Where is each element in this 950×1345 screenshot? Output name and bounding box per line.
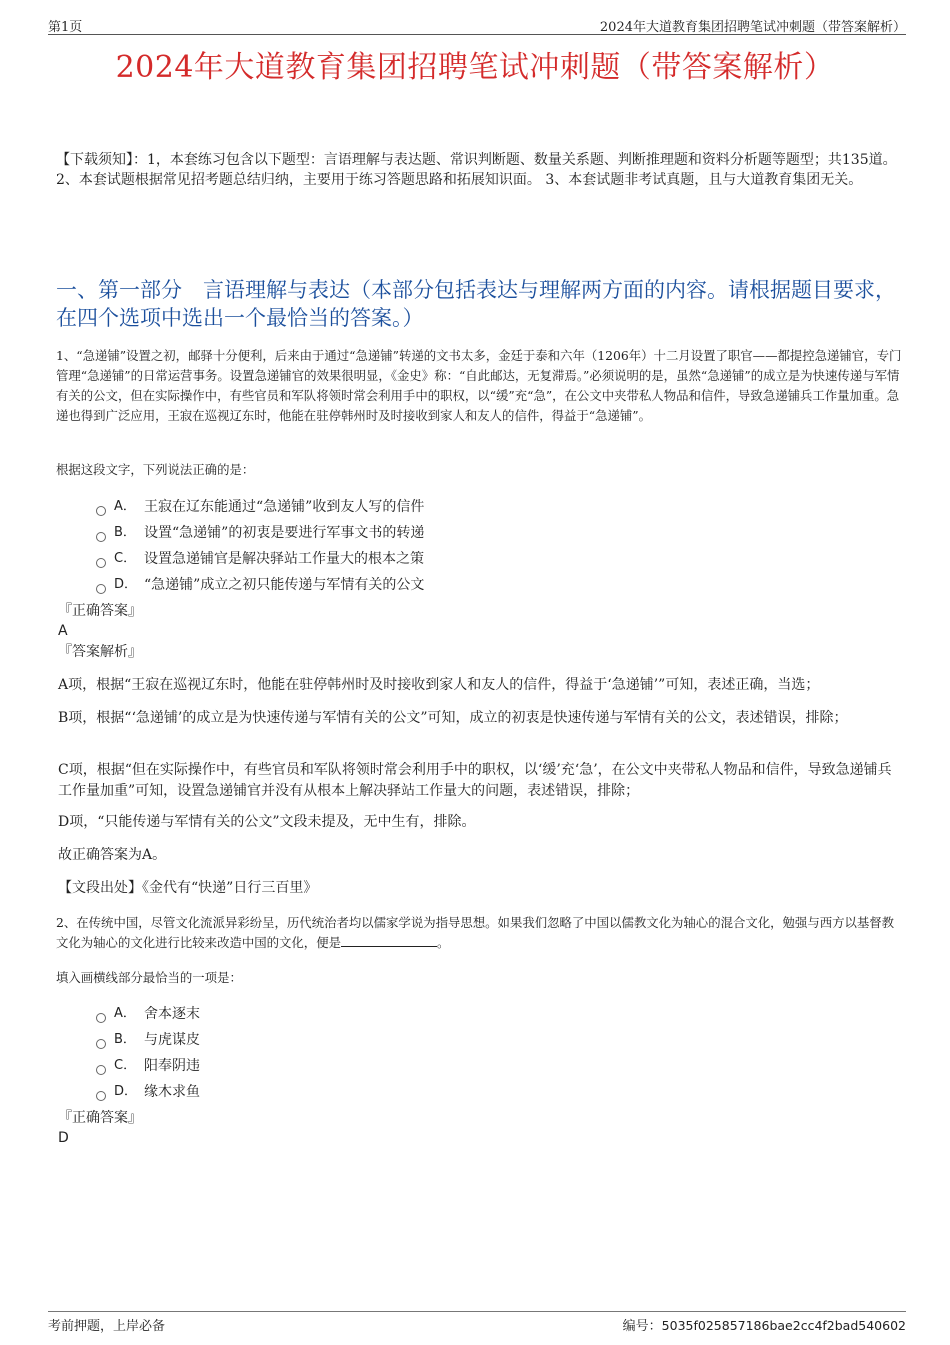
radio-icon[interactable] [96,1039,106,1049]
option-letter: B． [114,525,136,540]
option-text: 王寂在辽东能通过“急递铺”收到友人写的信件 [144,499,425,515]
radio-icon[interactable] [96,584,106,594]
footer-slogan: 考前押题，上岸必备 [48,1319,166,1334]
option-a[interactable] [96,1001,200,1027]
option-letter: C． [114,551,137,566]
option-text: 舍本逐末 [144,1006,200,1022]
page-number: 第1页 [48,20,83,35]
option-b[interactable] [96,1027,200,1053]
option-text: 设置急递铺官是解决驿站工作量大的根本之策 [144,551,424,567]
option-letter: C． [114,1058,137,1073]
option-letter: B． [114,1032,136,1047]
option-a[interactable] [96,494,424,520]
question-1-prompt: 根据这段文字，下列说法正确的是： [56,462,255,477]
question-2-stem [56,913,902,953]
page-header [48,14,906,35]
question-2-stem-end: 。 [436,935,450,950]
document-title: 2024年大道教育集团招聘笔试冲刺题（带答案解析） [115,50,835,85]
option-b[interactable] [96,520,424,546]
radio-icon[interactable] [96,532,106,542]
page-footer [48,1311,906,1336]
option-letter: A． [114,1006,136,1021]
option-text: 与虎谋皮 [144,1032,200,1048]
analysis-a: A项，根据“王寂在巡视辽东时，他能在驻停韩州时及时接收到家人和友人的信件，得益于‘急递铺’”可知，表述正确，当选； [58,677,820,693]
source: 【文段出处】《金代有“快递”日行三百里》 [58,880,318,896]
analysis-d: D项，“只能传递与军情有关的公文”文段未提及，无中生有，排除。 [58,814,476,830]
option-letter: D． [114,1084,138,1099]
analysis-b: B项，根据“‘急递铺’的成立是为快速传递与军情有关的公文”可知，成立的初衷是快速传递与军情有关的公文，表述错误，排除； [58,710,848,726]
fill-blank [341,934,437,947]
option-d[interactable] [96,1079,200,1105]
radio-icon[interactable] [96,558,106,568]
radio-icon[interactable] [96,1091,106,1101]
radio-icon[interactable] [96,506,106,516]
radio-icon[interactable] [96,1013,106,1023]
option-letter: D． [114,577,138,592]
question-2-options [96,1001,200,1105]
code-label: 编号： [622,1319,662,1334]
answer-label: 『正确答案』 [58,1110,142,1126]
option-text: 设置“急递铺”的初衷是要进行军事文书的转递 [144,525,425,541]
option-letter: A． [114,499,136,514]
option-text: “急递铺”成立之初只能传递与军情有关的公文 [144,577,425,593]
question-2-stem-text: 2、在传统中国，尽管文化流派异彩纷呈，历代统治者均以儒家学说为指导思想。如果我们忽略了中国以儒教文化为轴心的混合文化，勉强与西方以基督教文化为轴心的文化进行比较来改造中国的文化，便是 [56,915,895,950]
conclusion: 故正确答案为A。 [58,847,167,863]
header-doc-title: 2024年大道教育集团招聘笔试冲刺题（带答案解析） [599,20,906,35]
analysis-label: 『答案解析』 [58,644,142,660]
option-text: 缘木求鱼 [144,1084,200,1100]
download-notice: 【下载须知】：1，本套练习包含以下题型：言语理解与表达题、常识判断题、数量关系题、判断推理题和资料分析题等题型；共135道。 2、本套试题根据常见招考题总结归纳，主要用于练习答题思路和拓展知识面。 3、本套试题非考试真题，且与大道教育集团无关。 [56,152,897,188]
question-2-prompt: 填入画横线部分最恰当的一项是： [56,970,242,985]
section-heading: 一、第一部分 言语理解与表达（本部分包括表达与理解两方面的内容。请根据题目要求，在四个选项中选出一个最恰当的答案。） [56,278,896,330]
option-c[interactable] [96,546,424,572]
answer-value: D [58,1130,69,1146]
code-value: 5035f025857186bae2cc4f2bad540602 [661,1318,906,1333]
answer-value: A [58,623,68,639]
answer-label: 『正确答案』 [58,603,142,619]
option-c[interactable] [96,1053,200,1079]
radio-icon[interactable] [96,1065,106,1075]
analysis-c: C项，根据“但在实际操作中，有些官员和军队将领时常会利用手中的职权，以‘缓’充‘急’，在公文中夹带私人物品和信件，导致急递铺兵工作量加重”可知，设置急递铺官并没有从根本上解决驿站工作量大的问题，表述错误，排除； [58,762,892,799]
footer-code [623,1315,906,1334]
question-1-stem: 1、“急递铺”设置之初，邮驿十分便利，后来由于通过“急递铺”转递的文书太多，金廷于泰和六年（1206年）十二月设置了职官——都提控急递铺官，专门管理“急递铺”的日常运营事务。设置急递铺官的效果很明显，《金史》称：“自此邮达，无复滞焉。”必须说明的是，虽然“急递铺”的成立是为快速传递与军情有关的公文，但在实际操作中，有些官员和军队将领时常会利用手中的职权，以“缓”充“急”，在公文中夹带私人物品和信件，导致急递铺兵工作量加重。急递也得到广泛应用，王寂在巡视辽东时，他能在驻停韩州时及时接收到家人和友人的信件，得益于“急递铺”。 [56,348,902,423]
option-text: 阳奉阴违 [144,1058,200,1074]
question-1-options [96,494,424,598]
option-d[interactable] [96,572,424,598]
